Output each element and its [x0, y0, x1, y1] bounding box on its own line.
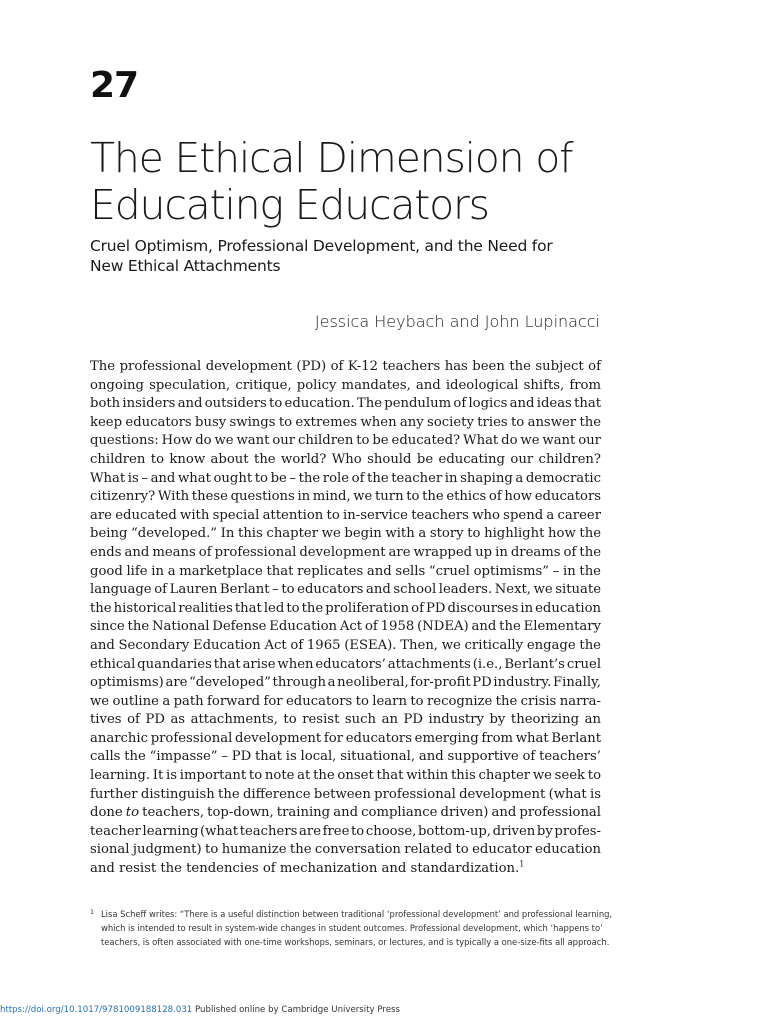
body-line-text: we outline a path forward for educators to learn to recognize the crisis narra- [90, 693, 601, 709]
body-line [90, 507, 601, 526]
page-footer [0, 1004, 400, 1016]
body-line-text: ends and means of professional development are wrapped up in dreams of the [90, 544, 601, 560]
body-line-text: teacher learning (what teachers are free to choose, bottom-up, driven by profes- [90, 823, 601, 839]
body-line [90, 767, 601, 786]
body-line [90, 674, 601, 693]
body-line-text: since the National Defense Education Act of 1958 (NDEA) and the Elementary [90, 619, 601, 635]
publisher-note: Published online by Cambridge University Press [192, 1005, 400, 1015]
chapter-authors: Jessica Heybach and John Lupinacci [314, 312, 600, 331]
body-line-text: citizenry? With these questions in mind, we turn to the ethics of how educators [90, 489, 602, 505]
chapter-subtitle-line: Cruel Optimism, Professional Development, and the Need for [90, 237, 553, 255]
body-line-text: further distinguish the difference between professional development (what is [90, 786, 601, 802]
body-line-text: and resist the tendencies of mechanization and standardization. [90, 861, 520, 877]
chapter-title [90, 135, 650, 229]
body-line-text: sional judgment) to humanize the conversation related to educator education [90, 842, 601, 858]
body-line-text: good life in a marketplace that replicates and sells “cruel optimisms” – in the [90, 563, 601, 579]
footnote-line: teachers, is often associated with one-time workshops, seminars, or lectures, and is typically a one-size-fits all approach. [101, 937, 610, 947]
body-line [90, 711, 601, 730]
body-line [90, 730, 601, 749]
body-line-text: anarchic professional development for educators emerging from what Berlant [90, 730, 601, 746]
chapter-subtitle [90, 236, 630, 276]
body-line-text: What is – and what ought to be – the role of the teacher in shaping a democratic [90, 470, 602, 486]
body-line [90, 432, 601, 451]
chapter-title-line: Educating Educators [90, 181, 489, 229]
body-line-text: tives of PD as attachments, to resist such an PD industry by theorizing an [90, 712, 601, 728]
body-line-text: keep educators busy swings to extremes when any society tries to answer the [90, 414, 602, 430]
body-line [90, 637, 601, 656]
body-line-text: the historical realities that led to the proliferation of PD discourses in education [90, 600, 602, 616]
body-line-text: done to teachers, top-down, training and compliance driven) and professional [90, 805, 602, 821]
body-line-text: being “developed.” In this chapter we begin with a story to highlight how the [90, 526, 601, 542]
body-line-text: children to know about the world? Who should be educating our children? [90, 451, 601, 467]
body-line-text: questions: How do we want our children to be educated? What do we want our [90, 433, 601, 449]
footnote-line: which is intended to result in system-wide changes in student outcomes. Professional development, which ‘happens to’ [101, 923, 603, 933]
footnote [90, 907, 613, 949]
body-line [90, 860, 601, 879]
body-line-text: and Secondary Education Act of 1965 (ESEA). Then, we critically engage the [90, 637, 601, 653]
footnote-mark: 1 [90, 908, 95, 916]
body-line [90, 525, 601, 544]
body-line-text: language of Lauren Berlant – to educators and school leaders. Next, we situate [90, 582, 601, 598]
body-line [90, 488, 601, 507]
body-line [90, 693, 601, 712]
body-line [90, 451, 601, 470]
body-line [90, 544, 601, 563]
body-line [90, 377, 601, 396]
body-line [90, 563, 601, 582]
chapter-number: 27 [90, 65, 139, 106]
body-paragraph [90, 358, 601, 879]
footnote-reference[interactable]: 1 [519, 859, 525, 869]
body-line-text: optimisms) are “developed” through a neoliberal, for-profit PD industry. Finally, [90, 675, 601, 691]
body-line [90, 470, 601, 489]
body-line [90, 786, 601, 805]
body-line [90, 414, 601, 433]
body-line [90, 581, 601, 600]
body-line [90, 358, 601, 377]
body-line-text: learning. It is important to note at the onset that within this chapter we seek to [90, 768, 602, 784]
body-line [90, 748, 601, 767]
body-line-text: ongoing speculation, critique, policy mandates, and ideological shifts, from [90, 377, 601, 393]
body-line-text: are educated with special attention to in-service teachers who spend a career [90, 507, 601, 523]
body-line [90, 395, 601, 414]
body-line [90, 656, 601, 675]
doi-link[interactable]: https://doi.org/10.1017/9781009188128.031 [0, 1005, 193, 1015]
body-line [90, 618, 601, 637]
body-line [90, 841, 601, 860]
body-line [90, 804, 601, 823]
body-line [90, 823, 601, 842]
chapter-subtitle-line: New Ethical Attachments [90, 257, 281, 275]
body-line-text: The professional development (PD) of K-12 teachers has been the subject of [90, 359, 601, 374]
footnote-line: Lisa Scheff writes: “There is a useful distinction between traditional ‘professional development’ and professional learning, [101, 909, 613, 919]
chapter-title-line: The Ethical Dimension of [90, 134, 573, 182]
body-line-text: both insiders and outsiders to education. The pendulum of logics and ideas that [90, 396, 602, 412]
body-line [90, 600, 601, 619]
body-line-text: calls the “impasse” – PD that is local, situational, and supportive of teachers’ [90, 749, 601, 765]
body-line-text: ethical quandaries that arise when educators’ attachments (i.e., Berlant’s cruel [90, 656, 602, 672]
